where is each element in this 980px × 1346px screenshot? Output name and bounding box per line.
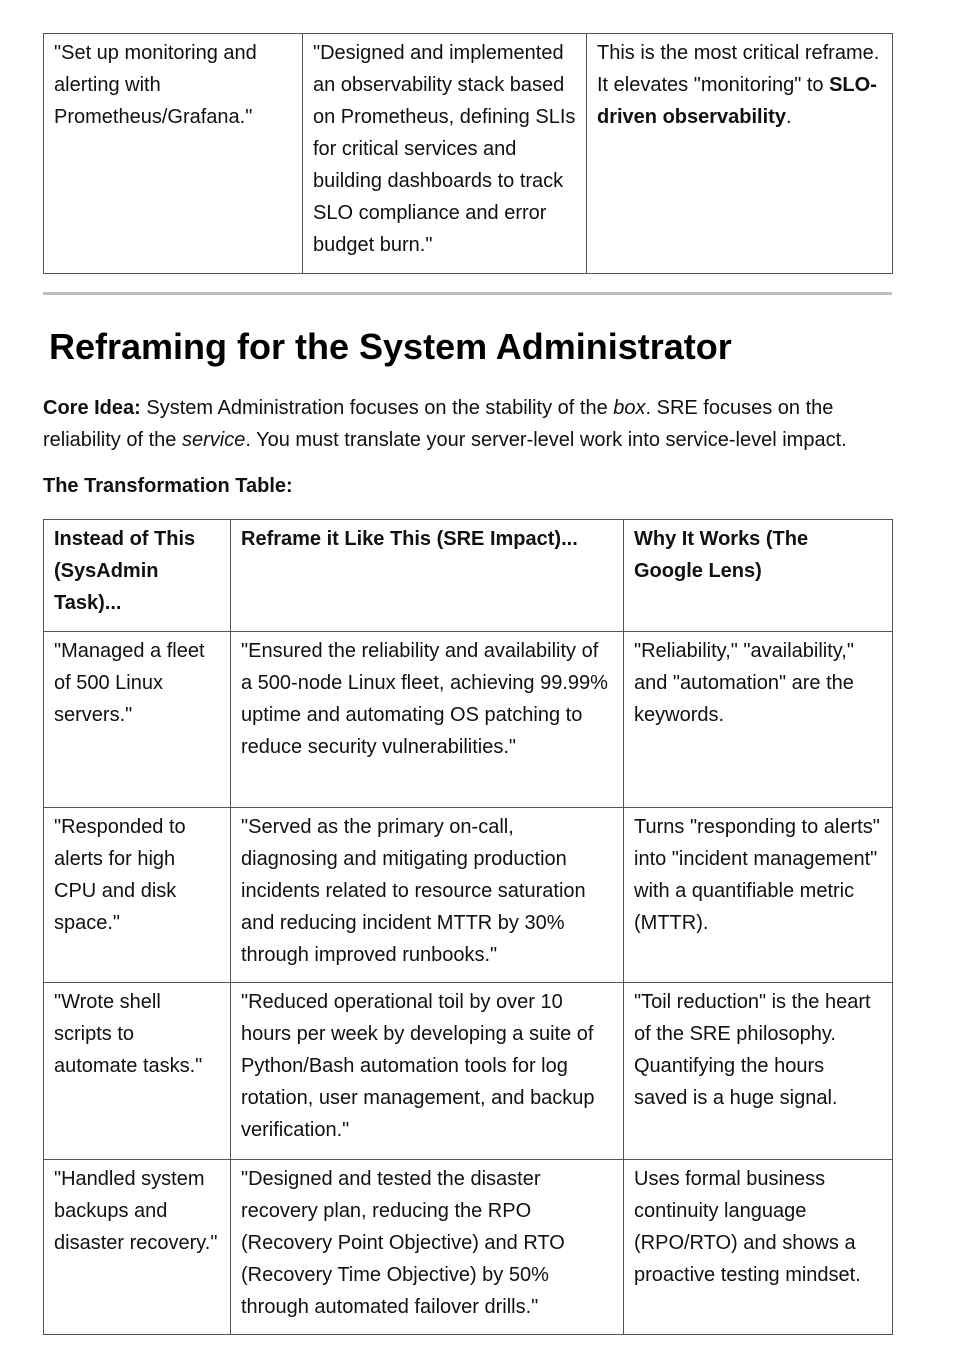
table-row [44,34,893,274]
why-it-works-cell: Turns "responding to alerts" into "incident management" with a quantifiable metric (MTTR). [624,808,893,983]
table-row [44,632,893,808]
table-row [44,808,893,983]
core-idea-emphasis-service: service [181,429,246,451]
table-caption: The Transformation Table: [43,475,293,497]
sysadmin-task-cell: "Responded to alerts for high CPU and disk space." [44,808,231,983]
column-header: Instead of This (SysAdmin Task)... [44,520,231,632]
sysadmin-task-cell: "Handled system backups and disaster recovery." [44,1160,231,1335]
why-it-works-cell: "Reliability," "availability," and "automation" are the keywords. [624,632,893,808]
why-it-works-cell: Uses formal business continuity language (RPO/RTO) and shows a proactive testing mindset. [624,1160,893,1335]
why-emphasis: SLO-driven observability [597,74,877,128]
original-task-cell: "Set up monitoring and alerting with Prometheus/Grafana." [44,34,303,274]
why-cell [587,34,893,274]
sre-impact-cell: "Designed and tested the disaster recovery plan, reducing the RPO (Recovery Point Objective) and RTO (Recovery Time Objective) by 50% through automated failover drills." [231,1160,624,1335]
column-header: Reframe it Like This (SRE Impact)... [231,520,624,632]
table-row [44,1160,893,1335]
sysadmin-task-cell: "Wrote shell scripts to automate tasks." [44,983,231,1160]
core-idea-text: System Administration focuses on the stability of the [140,397,614,419]
core-idea-text: . You must translate your server-level work into service-level impact. [245,429,847,451]
core-idea-label: Core Idea: [43,397,141,419]
sre-impact-cell: "Reduced operational toil by over 10 hours per week by developing a suite of Python/Bash automation tools for log rotation, user management, and backup verification." [231,983,624,1160]
sre-impact-cell: "Ensured the reliability and availability of a 500-node Linux fleet, achieving 99.99% uptime and automating OS patching to reduce security vulnerabilities." [231,632,624,808]
section-title: Reframing for the System Administrator [49,326,732,367]
core-idea-paragraph [43,392,903,456]
why-it-works-cell: "Toil reduction" is the heart of the SRE philosophy. Quantifying the hours saved is a huge signal. [624,983,893,1160]
reframed-cell: "Designed and implemented an observability stack based on Prometheus, defining SLIs for critical services and building dashboards to track SLO compliance and error budget burn." [303,34,587,274]
transformation-table [43,519,893,1335]
core-idea-text: . SRE focuses on the reliability of the [43,397,834,451]
previous-reframe-table [43,33,893,274]
column-header: Why It Works (The Google Lens) [624,520,893,632]
table-row [44,983,893,1160]
sre-impact-cell: "Served as the primary on-call, diagnosing and mitigating production incidents related to resource saturation and reducing incident MTTR by 30% through improved runbooks." [231,808,624,983]
why-text: This is the most critical reframe. It elevates "monitoring" to [597,42,880,96]
core-idea-emphasis-box: box [613,397,646,419]
sysadmin-task-cell: "Managed a fleet of 500 Linux servers." [44,632,231,808]
why-text-end: . [785,106,792,128]
table-header-row [44,520,893,632]
section-divider [43,292,892,295]
